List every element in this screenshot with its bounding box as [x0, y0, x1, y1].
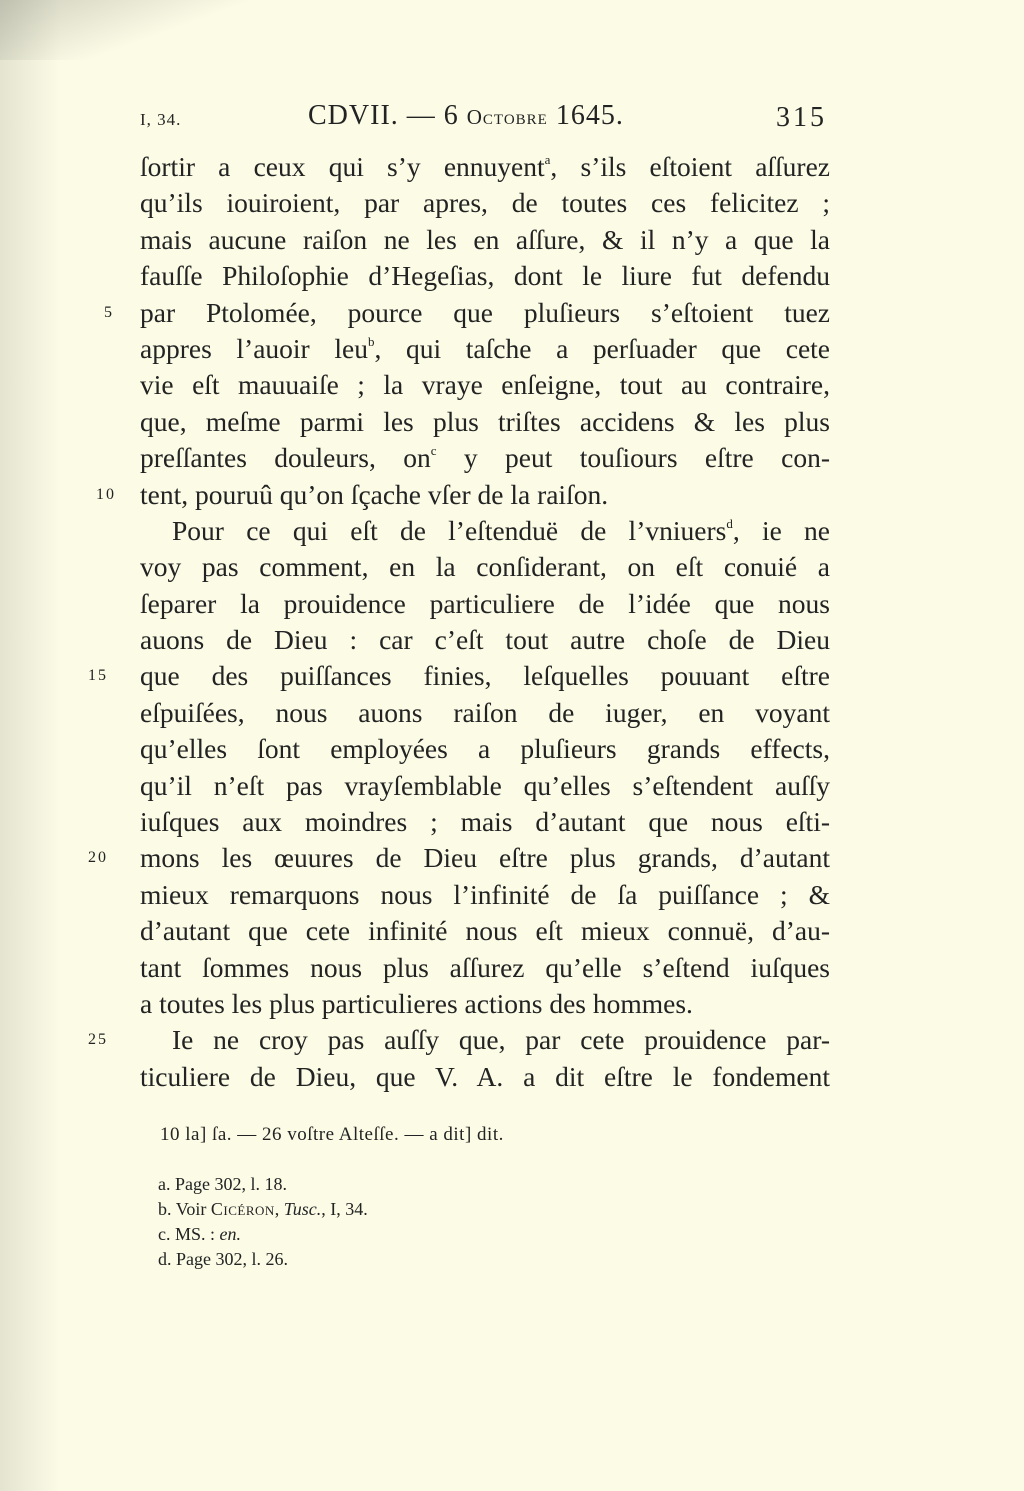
text-line: ticuliere de Dieu, que V. A. a dit eſtre le fondement	[140, 1060, 830, 1092]
text-line: ſortir a ceux qui s’y ennuyent$^a$, s’ils eſtoient aſſurez	[140, 151, 831, 182]
text-line: 10 tent, pouruû qu’on ſçache vſer de la raiſon.	[140, 477, 830, 513]
text-line: mais aucune raiſon ne les en aſſure, & il n’y a que la	[140, 223, 830, 255]
line-number: 25	[88, 1031, 108, 1049]
page-number: 315	[776, 102, 827, 133]
text-line: vie eſt mauuaiſe ; la vraye enſeigne, tout au contraire,	[140, 369, 830, 401]
text-line: d’autant que cete infinité nous eſt mieux connuë, d’au-	[140, 915, 830, 947]
text-line: iuſques aux moindres ; mais d’autant que nous eſti-	[140, 806, 830, 838]
text-line: mieux remarquons nous l’infinité de ſa puiſſance ; &	[140, 878, 830, 910]
text-line: qu’il n’eſt pas vrayſemblable qu’elles s’eſtendent auſſy	[140, 769, 830, 801]
text-line: 20 mons les œuures de Dieu eſtre plus grands, d’autant	[140, 840, 830, 876]
text-line: qu’elles ſont employées a pluſieurs grands effects,	[140, 733, 830, 765]
text-line: preſſantes douleurs, $on^c$ y peut touſiours eſtre con-	[140, 442, 830, 474]
footnote: d. Page 302, l. 26.	[158, 1249, 288, 1269]
text-line: auons de Dieu : car c’eſt tout autre choſe de Dieu	[140, 624, 830, 656]
line-number: 15	[88, 667, 108, 685]
line-number: 5	[104, 303, 114, 321]
text-line: Pour ce qui eſt de l’eſtenduë de l’vniuers$^d$, ie ne	[172, 514, 830, 546]
text-line: a toutes les plus particulieres actions des hommes.	[140, 987, 693, 1019]
main-text	[88, 149, 831, 1095]
page-corner-shadow	[0, 0, 260, 60]
text-line: 5 par Ptolomée, pource que pluſieurs s’eſtoient tuez	[140, 295, 830, 331]
footnotes	[158, 1172, 368, 1272]
header-reference: I, 34.	[140, 110, 182, 129]
footnote: c. MS. : en.	[158, 1224, 242, 1244]
text-line: tant ſommes nous plus aſſurez qu’elle s’eſtend iuſques	[140, 951, 830, 983]
header-month: Octobre	[466, 105, 548, 129]
line-number: 20	[88, 849, 108, 867]
text-line: appres l’auoir leu$^b$, qui taſche a perſuader que cete	[140, 332, 831, 364]
text-line: que, meſme parmi les plus triſtes accidens & les plus	[140, 405, 830, 437]
text-line: ſeparer la prouidence particuliere de l’idée que nous	[140, 587, 830, 619]
footnote: a. Page 302, l. 18.	[158, 1174, 287, 1194]
text-line: eſpuiſées, nous auons raiſon de iuger, en voyant	[140, 696, 830, 728]
text-line: qu’ils iouiroient, par apres, de toutes ces felicitez ;	[140, 187, 830, 219]
footnote: b. Voir Cicéron, Tusc., I, 34.	[158, 1199, 368, 1219]
text-line: 15 que des puiſſances finies, leſquelles pouuant eſtre	[140, 658, 830, 694]
line-number: 10	[96, 485, 116, 503]
running-header	[0, 100, 1024, 140]
header-title: CDVII. — 6 Octobre 1645.	[308, 100, 624, 131]
variant-readings: 10 la] ſa. — 26 voſtre Alteſſe. — a dit] dit.	[160, 1124, 504, 1145]
page-edge-shadow	[0, 0, 60, 1491]
text-line: fauſſe Philoſophie d’Hegeſias, dont le liure fut defendu	[140, 260, 830, 292]
text-line: 25 Ie ne croy pas auſſy que, par cete prouidence par-	[140, 1022, 830, 1058]
text-line: voy pas comment, en la conſiderant, on eſt conuié a	[140, 551, 830, 583]
